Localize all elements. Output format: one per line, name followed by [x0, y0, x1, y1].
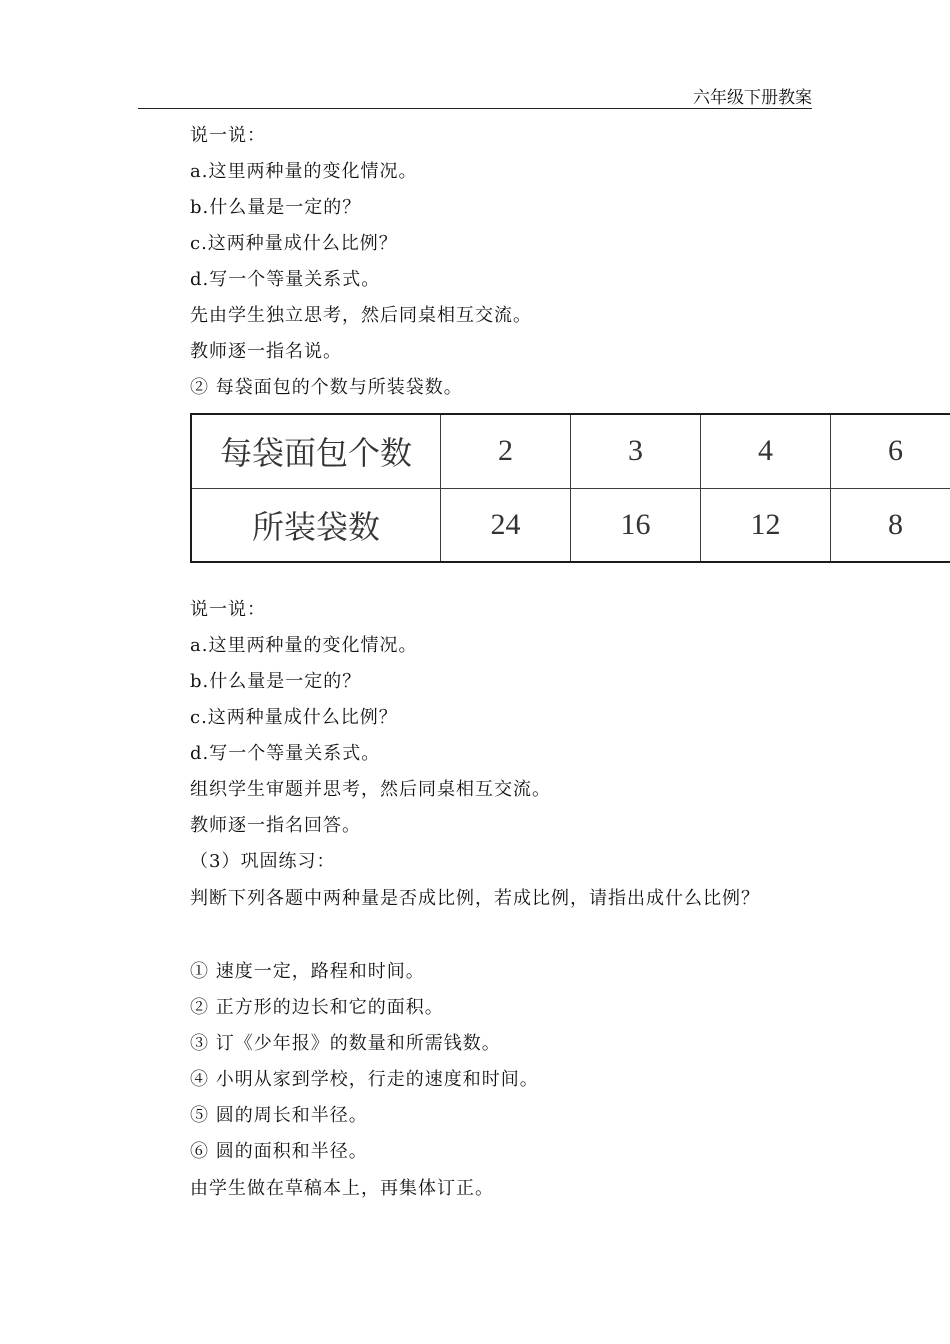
- row-label: 每袋面包个数: [192, 415, 441, 488]
- table-cell: 12: [701, 488, 831, 561]
- section2-item-a: a.这里两种量的变化情况。: [190, 635, 418, 656]
- section1-item-b: b.什么量是一定的？: [190, 197, 362, 218]
- section1-item-d: d.写一个等量关系式。: [190, 269, 381, 290]
- table-cell: 2: [441, 415, 571, 488]
- section1-note1: 先由学生独立思考，然后同桌相互交流。: [190, 305, 532, 326]
- table-cell: 16: [571, 488, 701, 561]
- section1-item-a: a.这里两种量的变化情况。: [190, 161, 418, 182]
- header-divider: [138, 108, 812, 109]
- table-cell: 24: [441, 488, 571, 561]
- header-title: 六年级下册教案: [693, 88, 812, 108]
- practice-closing: 由学生做在草稿本上，再集体订正。: [190, 1178, 494, 1199]
- section2-item-b: b.什么量是一定的？: [190, 671, 362, 692]
- section2-item-c: c.这两种量成什么比例？: [190, 707, 398, 728]
- practice-item-5: ⑤ 圆的周长和半径。: [190, 1105, 368, 1126]
- row-label: 所装袋数: [192, 488, 441, 561]
- table-row: [192, 488, 950, 561]
- section2-item-d: d.写一个等量关系式。: [190, 743, 381, 764]
- section2-note2: 教师逐一指名回答。: [190, 815, 361, 836]
- practice-item-2: ② 正方形的边长和它的面积。: [190, 997, 444, 1018]
- table-cell: 4: [701, 415, 831, 488]
- table-row: [192, 415, 950, 488]
- section1-note2: 教师逐一指名说。: [190, 341, 342, 362]
- section1-item-c: c.这两种量成什么比例？: [190, 233, 398, 254]
- practice-item-4: ④ 小明从家到学校，行走的速度和时间。: [190, 1069, 539, 1090]
- section2-note1: 组织学生审题并思考，然后同桌相互交流。: [190, 779, 551, 800]
- table-cell: 3: [571, 415, 701, 488]
- example-title: ② 每袋面包的个数与所装袋数。: [190, 377, 463, 398]
- table-cell: 8: [831, 488, 950, 561]
- section2-prompt: 说一说：: [190, 599, 266, 620]
- data-table: [190, 413, 950, 563]
- practice-item-6: ⑥ 圆的面积和半径。: [190, 1141, 368, 1162]
- section1-prompt: 说一说：: [190, 125, 266, 146]
- practice-instruction: 判断下列各题中两种量是否成比例，若成比例，请指出成什么比例？: [190, 888, 760, 909]
- practice-heading: （3）巩固练习：: [190, 851, 336, 872]
- practice-item-3: ③ 订《少年报》的数量和所需钱数。: [190, 1033, 501, 1054]
- table-cell: 6: [831, 415, 950, 488]
- practice-item-1: ① 速度一定，路程和时间。: [190, 961, 425, 982]
